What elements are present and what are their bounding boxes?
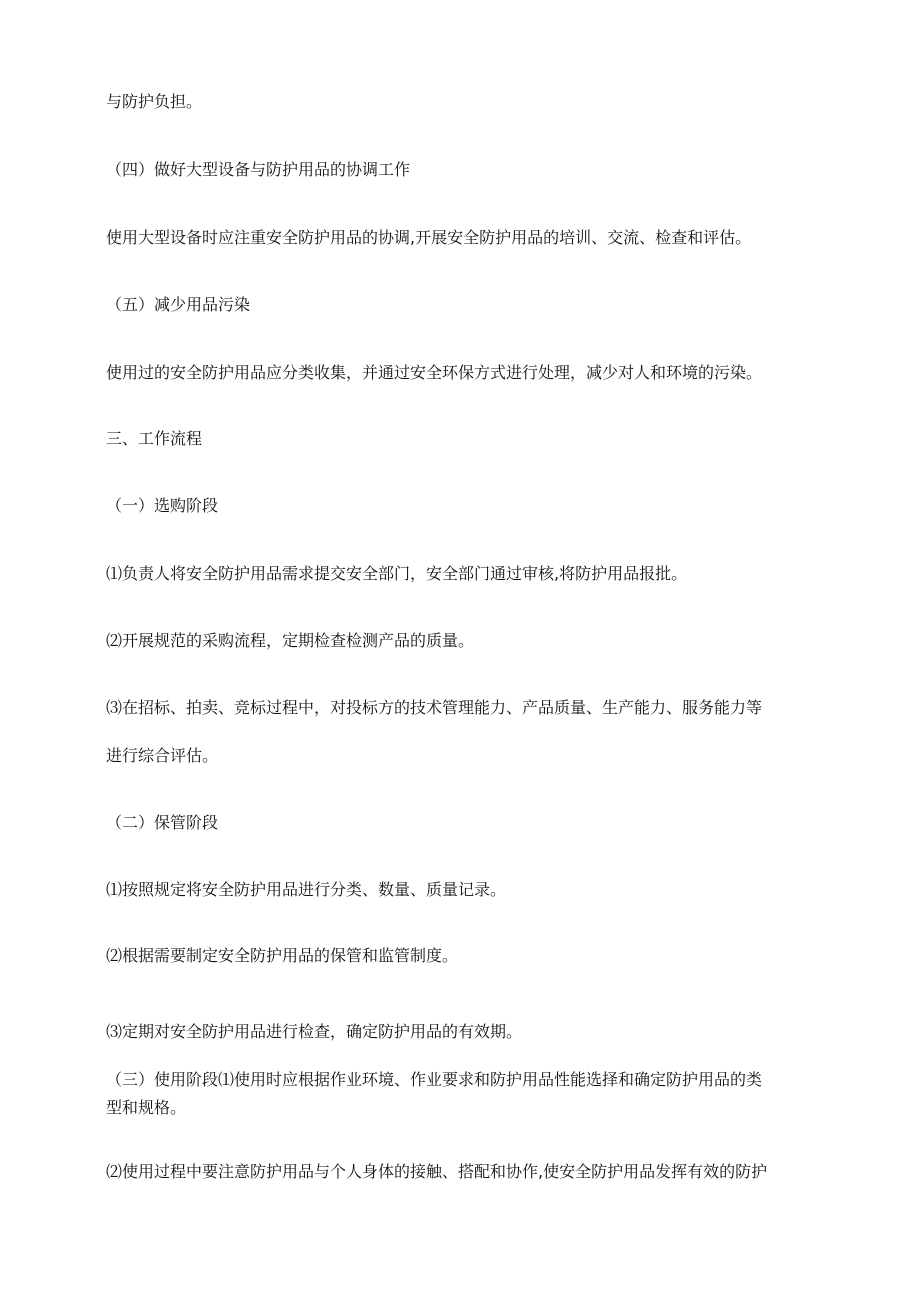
section-heading-5: （五）减少用品污染 (106, 295, 251, 314)
purchase-item-1: ⑴负责人将安全防护用品需求提交安全部门，安全部门通过审核,将防护用品报批。 (106, 564, 688, 583)
stage-heading-purchase: （一）选购阶段 (106, 496, 219, 515)
purchase-item-3-continuation: 进行综合评估。 (106, 746, 219, 765)
purchase-item-2: ⑵开展规范的采购流程，定期检查检测产品的质量。 (106, 631, 475, 650)
stage-heading-storage: （二）保管阶段 (106, 813, 219, 832)
text-line-continuation: 与防护负担。 (106, 92, 203, 111)
chapter-heading-workflow: 三、工作流程 (106, 429, 203, 448)
usage-item-1-continuation: 型和规格。 (106, 1098, 187, 1117)
storage-item-1: ⑴按照规定将安全防护用品进行分类、数量、质量记录。 (106, 880, 507, 899)
stage-heading-usage: （三）使用阶段⑴使用时应根据作业环境、作业要求和防护用品性能选择和确定防护用品的类 (106, 1070, 763, 1089)
paragraph-reduce-pollution: 使用过的安全防护用品应分类收集，并通过安全环保方式进行处理，减少对人和环境的污染。 (106, 363, 763, 382)
paragraph-equipment-coordination: 使用大型设备时应注重安全防护用品的协调,开展安全防护用品的培训、交流、检查和评估。 (106, 228, 752, 247)
section-heading-4: （四）做好大型设备与防护用品的协调工作 (106, 160, 411, 179)
usage-item-2: ⑵使用过程中要注意防护用品与个人身体的接触、搭配和协作,使安全防护用品发挥有效的防护 (106, 1162, 768, 1181)
storage-item-3: ⑶定期对安全防护用品进行检查，确定防护用品的有效期。 (106, 1022, 523, 1041)
purchase-item-3: ⑶在招标、拍卖、竞标过程中，对投标方的技术管理能力、产品质量、生产能力、服务能力等 (106, 698, 763, 717)
storage-item-2: ⑵根据需要制定安全防护用品的保管和监管制度。 (106, 946, 459, 965)
